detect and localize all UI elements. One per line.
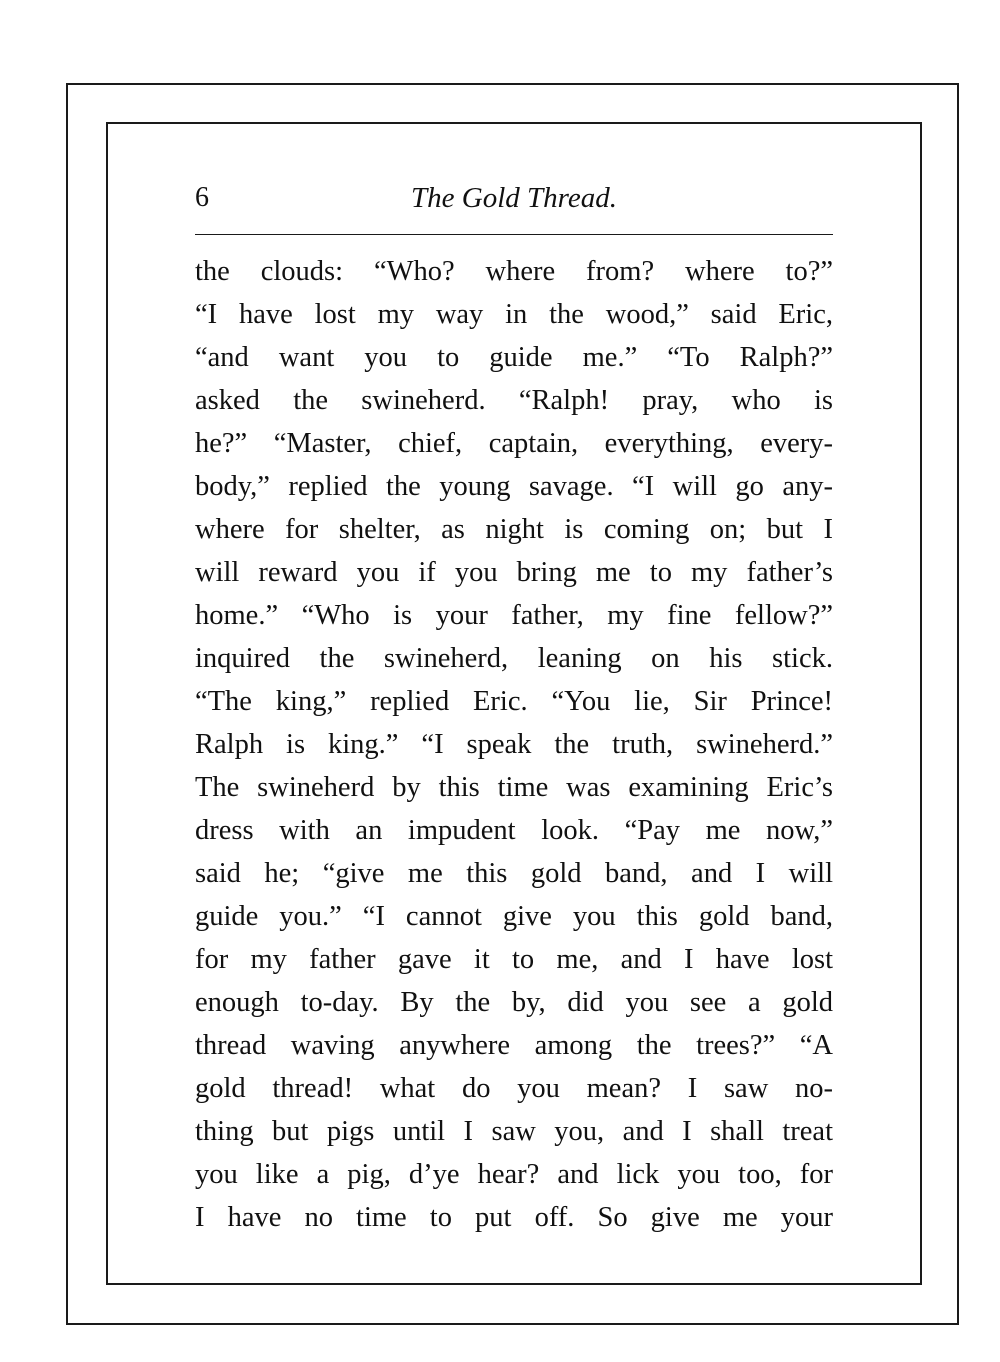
text-line: guide you.” “I cannot give you this gold band,: [195, 901, 833, 932]
text-line: “and want you to guide me.” “To Ralph?”: [195, 342, 833, 373]
text-line: for my father gave it to me, and I have lost: [195, 944, 833, 975]
body-text: [195, 250, 833, 1239]
text-line: will reward you if you bring me to my father’s: [195, 557, 833, 588]
text-line: asked the swineherd. “Ralph! pray, who is: [195, 385, 833, 416]
page-number: 6: [195, 182, 209, 213]
text-line: thread waving anywhere among the trees?” “A: [195, 1030, 833, 1061]
text-line: The swineherd by this time was examining Eric’s: [195, 772, 833, 803]
text-line: Ralph is king.” “I speak the truth, swineherd.”: [195, 729, 833, 760]
text-line: “The king,” replied Eric. “You lie, Sir Prince!: [195, 686, 833, 717]
running-title: The Gold Thread.: [411, 182, 617, 214]
text-line: “I have lost my way in the wood,” said Eric,: [195, 299, 833, 330]
text-line: home.” “Who is your father, my fine fellow?”: [195, 600, 833, 631]
text-line: said he; “give me this gold band, and I will: [195, 858, 833, 889]
text-line: inquired the swineherd, leaning on his stick.: [195, 643, 833, 674]
text-line: gold thread! what do you mean? I saw no-: [195, 1073, 833, 1104]
text-line: I have no time to put off. So give me your: [195, 1202, 833, 1233]
text-line: he?” “Master, chief, captain, everything, every-: [195, 428, 833, 459]
text-line: enough to-day. By the by, did you see a gold: [195, 987, 833, 1018]
text-line: thing but pigs until I saw you, and I shall treat: [195, 1116, 833, 1147]
text-line: body,” replied the young savage. “I will go any-: [195, 471, 833, 502]
text-line: where for shelter, as night is coming on; but I: [195, 514, 833, 545]
text-line: dress with an impudent look. “Pay me now,”: [195, 815, 833, 846]
page-header: [195, 172, 833, 232]
text-line: the clouds: “Who? where from? where to?”: [195, 256, 833, 287]
text-line: you like a pig, d’ye hear? and lick you too, for: [195, 1159, 833, 1190]
header-rule: [195, 234, 833, 235]
